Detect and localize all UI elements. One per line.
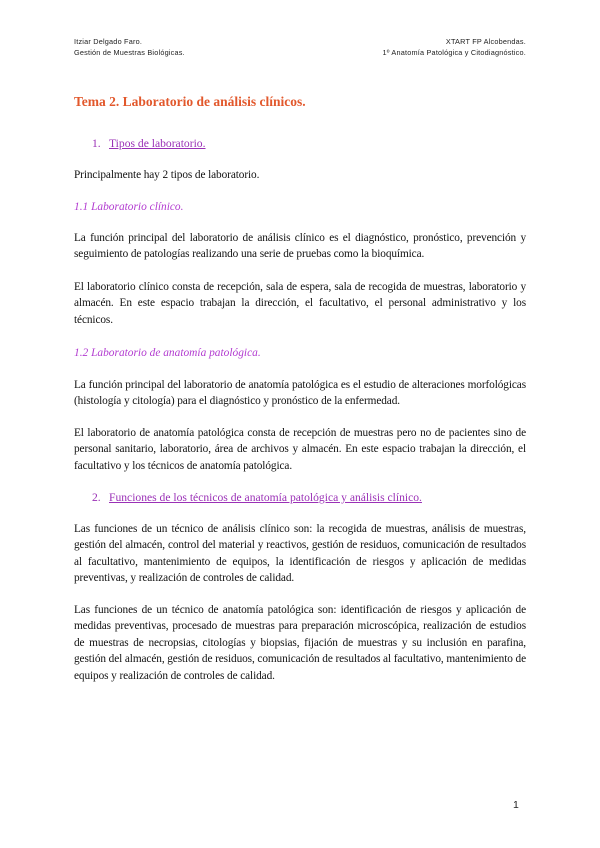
paragraph: El laboratorio clínico consta de recepción, sala de espera, sala de recogida de muestras, laboratorio y almacén. En este espacio trabajan la dirección, el facultativo, el personal administrativo y los técnicos. xyxy=(74,281,526,326)
paragraph: El laboratorio de anatomía patológica consta de recepción de muestras pero no de pacientes sino de personal sanitario, laboratorio, área de archivos y almacén. En este espacio trabajan la dirección, el facultativo y los técnicos de anatomía patológica. xyxy=(74,427,526,472)
section-heading-2 xyxy=(92,490,544,506)
subsection-heading-1-2: 1.2 Laboratorio de anatomía patológica. xyxy=(74,347,261,359)
course-name: 1º Anatomía Patológica y Citodiagnóstico. xyxy=(382,48,526,57)
author-name: Itziar Delgado Faro. xyxy=(74,37,143,46)
paragraph: Las funciones de un técnico de análisis clínico son: la recogida de muestras, análisis de muestras, gestión del almacén, control del material y reactivos, gestión de residuos, comunicación de resultados al facultativo, mantenimiento de equipos, la identificación de riesgos y aplicación de medidas preventivas, y realización de controles de calidad. xyxy=(74,523,526,585)
subsection-heading-1-1: 1.1 Laboratorio clínico. xyxy=(74,201,184,213)
section-title: Tipos de laboratorio. xyxy=(109,137,206,150)
paragraph: La función principal del laboratorio de análisis clínico es el diagnóstico, pronóstico, prevención y seguimiento de patologías realizando una serie de pruebas como la bioquímica. xyxy=(74,232,526,261)
section-title: Funciones de los técnicos de anatomía patológica y análisis clínico. xyxy=(109,491,422,504)
school-name: XTART FP Alcobendas. xyxy=(445,37,526,46)
paragraph: Las funciones de un técnico de anatomía patológica son: identificación de riesgos y aplicación de medidas preventivas, procesado de muestras para preparación microscópica, realización de estudios de muestras de necropsias, citologías y biopsias, fijación de muestras y su inclusión en parafina, gestión del almacén, gestión de residuos, comunicación de resultados al facultativo, mantenimiento de equipos y realización de controles de calidad. xyxy=(74,604,526,682)
document-title: Tema 2. Laboratorio de análisis clínicos. xyxy=(74,94,306,109)
page-header xyxy=(74,36,526,60)
page-number: 1 xyxy=(513,799,519,811)
section-number: 2. xyxy=(92,491,101,504)
section-heading-1 xyxy=(92,136,544,152)
course-subject: Gestión de Muestras Biológicas. xyxy=(74,48,185,57)
intro-paragraph: Principalmente hay 2 tipos de laboratorio. xyxy=(74,169,260,181)
section-number: 1. xyxy=(92,137,101,150)
paragraph: La función principal del laboratorio de anatomía patológica es el estudio de alteraciones morfológicas (histología y citología) para el diagnóstico y pronóstico de la enfermedad. xyxy=(74,379,526,408)
header-right xyxy=(382,36,526,58)
header-left xyxy=(74,36,185,58)
